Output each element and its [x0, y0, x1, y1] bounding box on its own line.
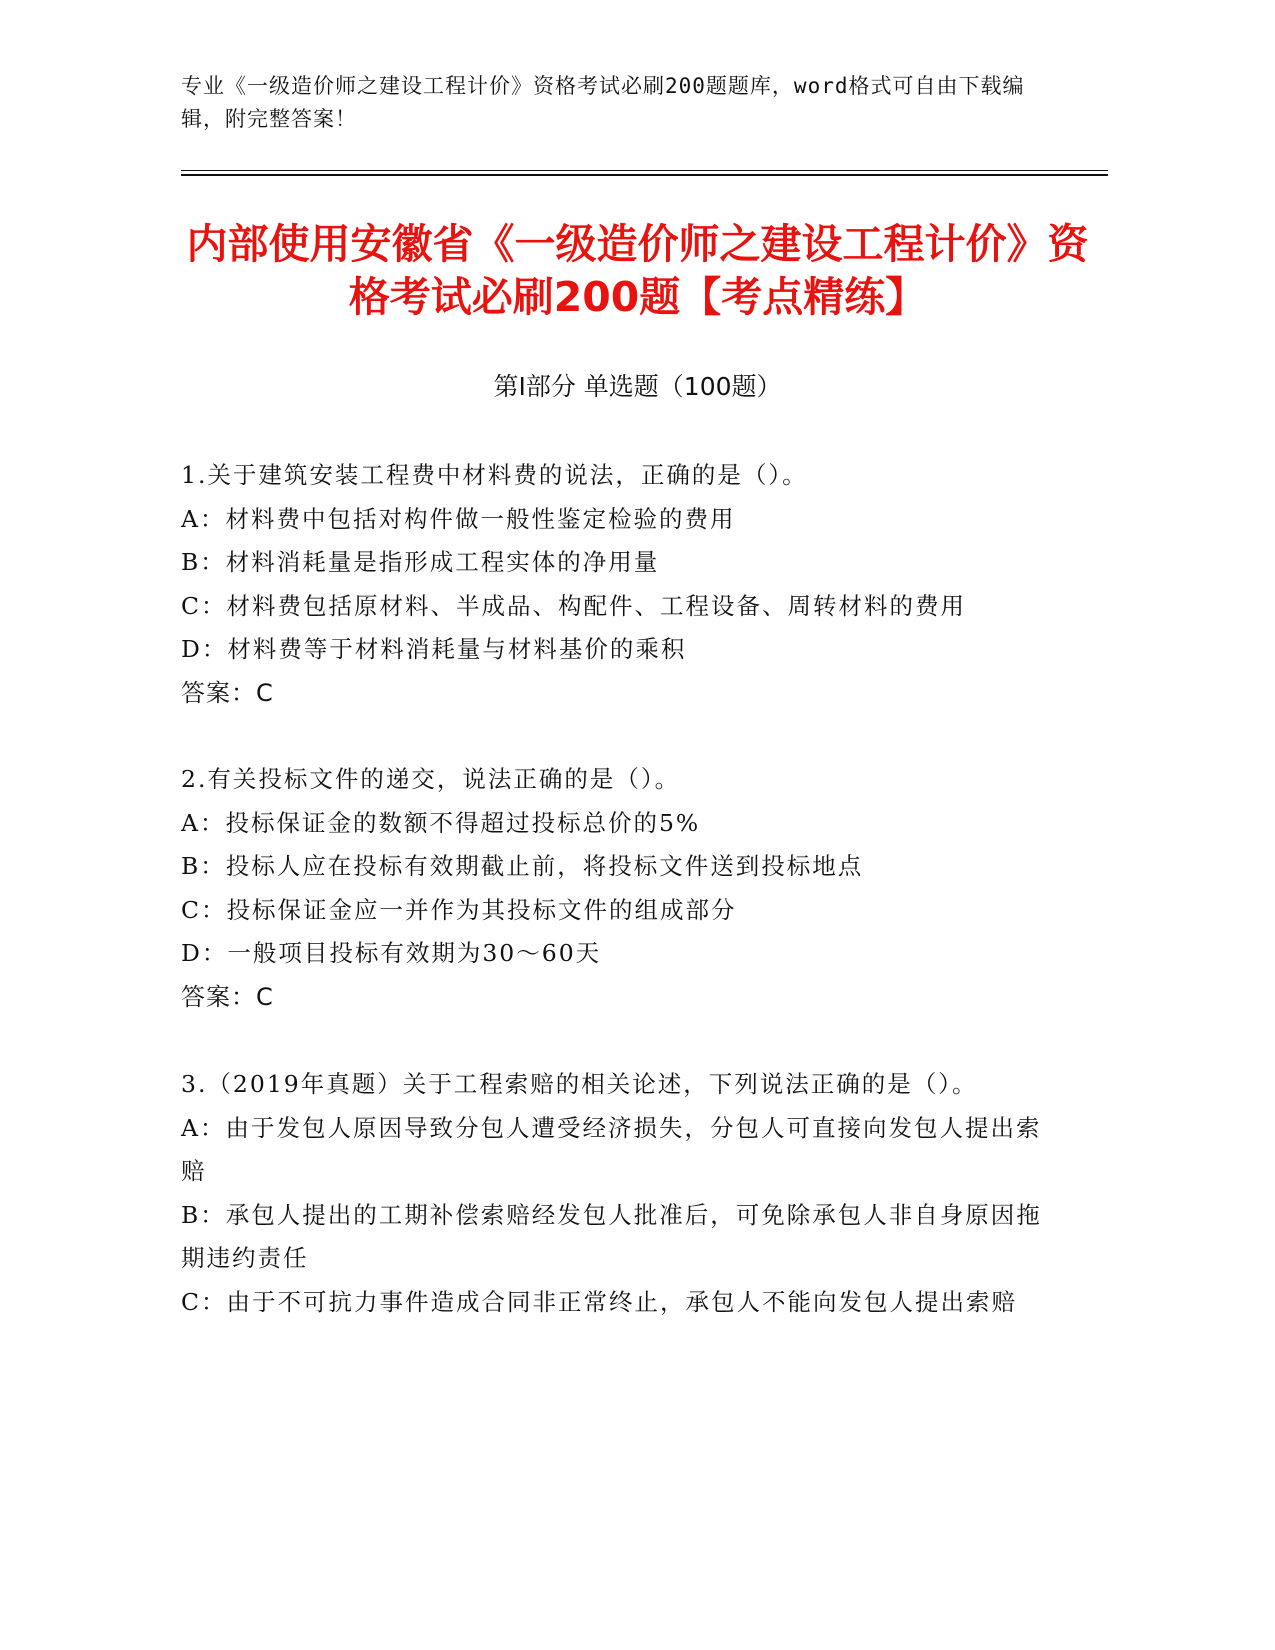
option-a: A：材料费中包括对构件做一般性鉴定检验的费用 [181, 504, 736, 533]
header-rule-thick [181, 174, 1108, 176]
document-title: 内部使用安徽省《一级造价师之建设工程计价》资格考试必刷200题【考点精练】 [186, 220, 1089, 321]
answer: 答案：C [181, 678, 274, 707]
header-rule-thin [181, 170, 1108, 171]
header-note: 专业《一级造价师之建设工程计价》资格考试必刷200题题库，word格式可自由下载编辑，附完整答案！ [181, 74, 1025, 131]
option-a: A：投标保证金的数额不得超过投标总价的5% [181, 808, 701, 837]
option-b: B：承包人提出的工期补偿索赔经发包人批准后，可免除承包人非自身原因拖期违约责任 [181, 1200, 1042, 1272]
question-stem: 3.（2019年真题）关于工程索赔的相关论述，下列说法正确的是（）。 [181, 1070, 978, 1098]
option-d: D：一般项目投标有效期为30～60天 [181, 939, 602, 967]
question-1 [181, 454, 1051, 715]
answer: 答案：C [181, 982, 274, 1011]
option-b: B：材料消耗量是指形成工程实体的净用量 [181, 548, 660, 576]
question-3 [181, 1063, 1051, 1324]
question-2 [181, 758, 1051, 1019]
section-heading: 第Ⅰ部分 单选题（100题） [493, 372, 782, 401]
option-c: C：由于不可抗力事件造成合同非正常终止，承包人不能向发包人提出索赔 [181, 1287, 1017, 1316]
option-c: C：投标保证金应一并作为其投标文件的组成部分 [181, 895, 737, 924]
option-b: B：投标人应在投标有效期截止前，将投标文件送到投标地点 [181, 852, 864, 880]
option-c: C：材料费包括原材料、半成品、构配件、工程设备、周转材料的费用 [181, 591, 966, 620]
question-stem: 1.关于建筑安装工程费中材料费的说法，正确的是（）。 [181, 461, 808, 489]
question-stem: 2.有关投标文件的递交，说法正确的是（）。 [181, 765, 681, 793]
option-a: A：由于发包人原因导致分包人遭受经济损失，分包人可直接向发包人提出索赔 [181, 1113, 1042, 1185]
option-d: D：材料费等于材料消耗量与材料基价的乘积 [181, 635, 687, 663]
